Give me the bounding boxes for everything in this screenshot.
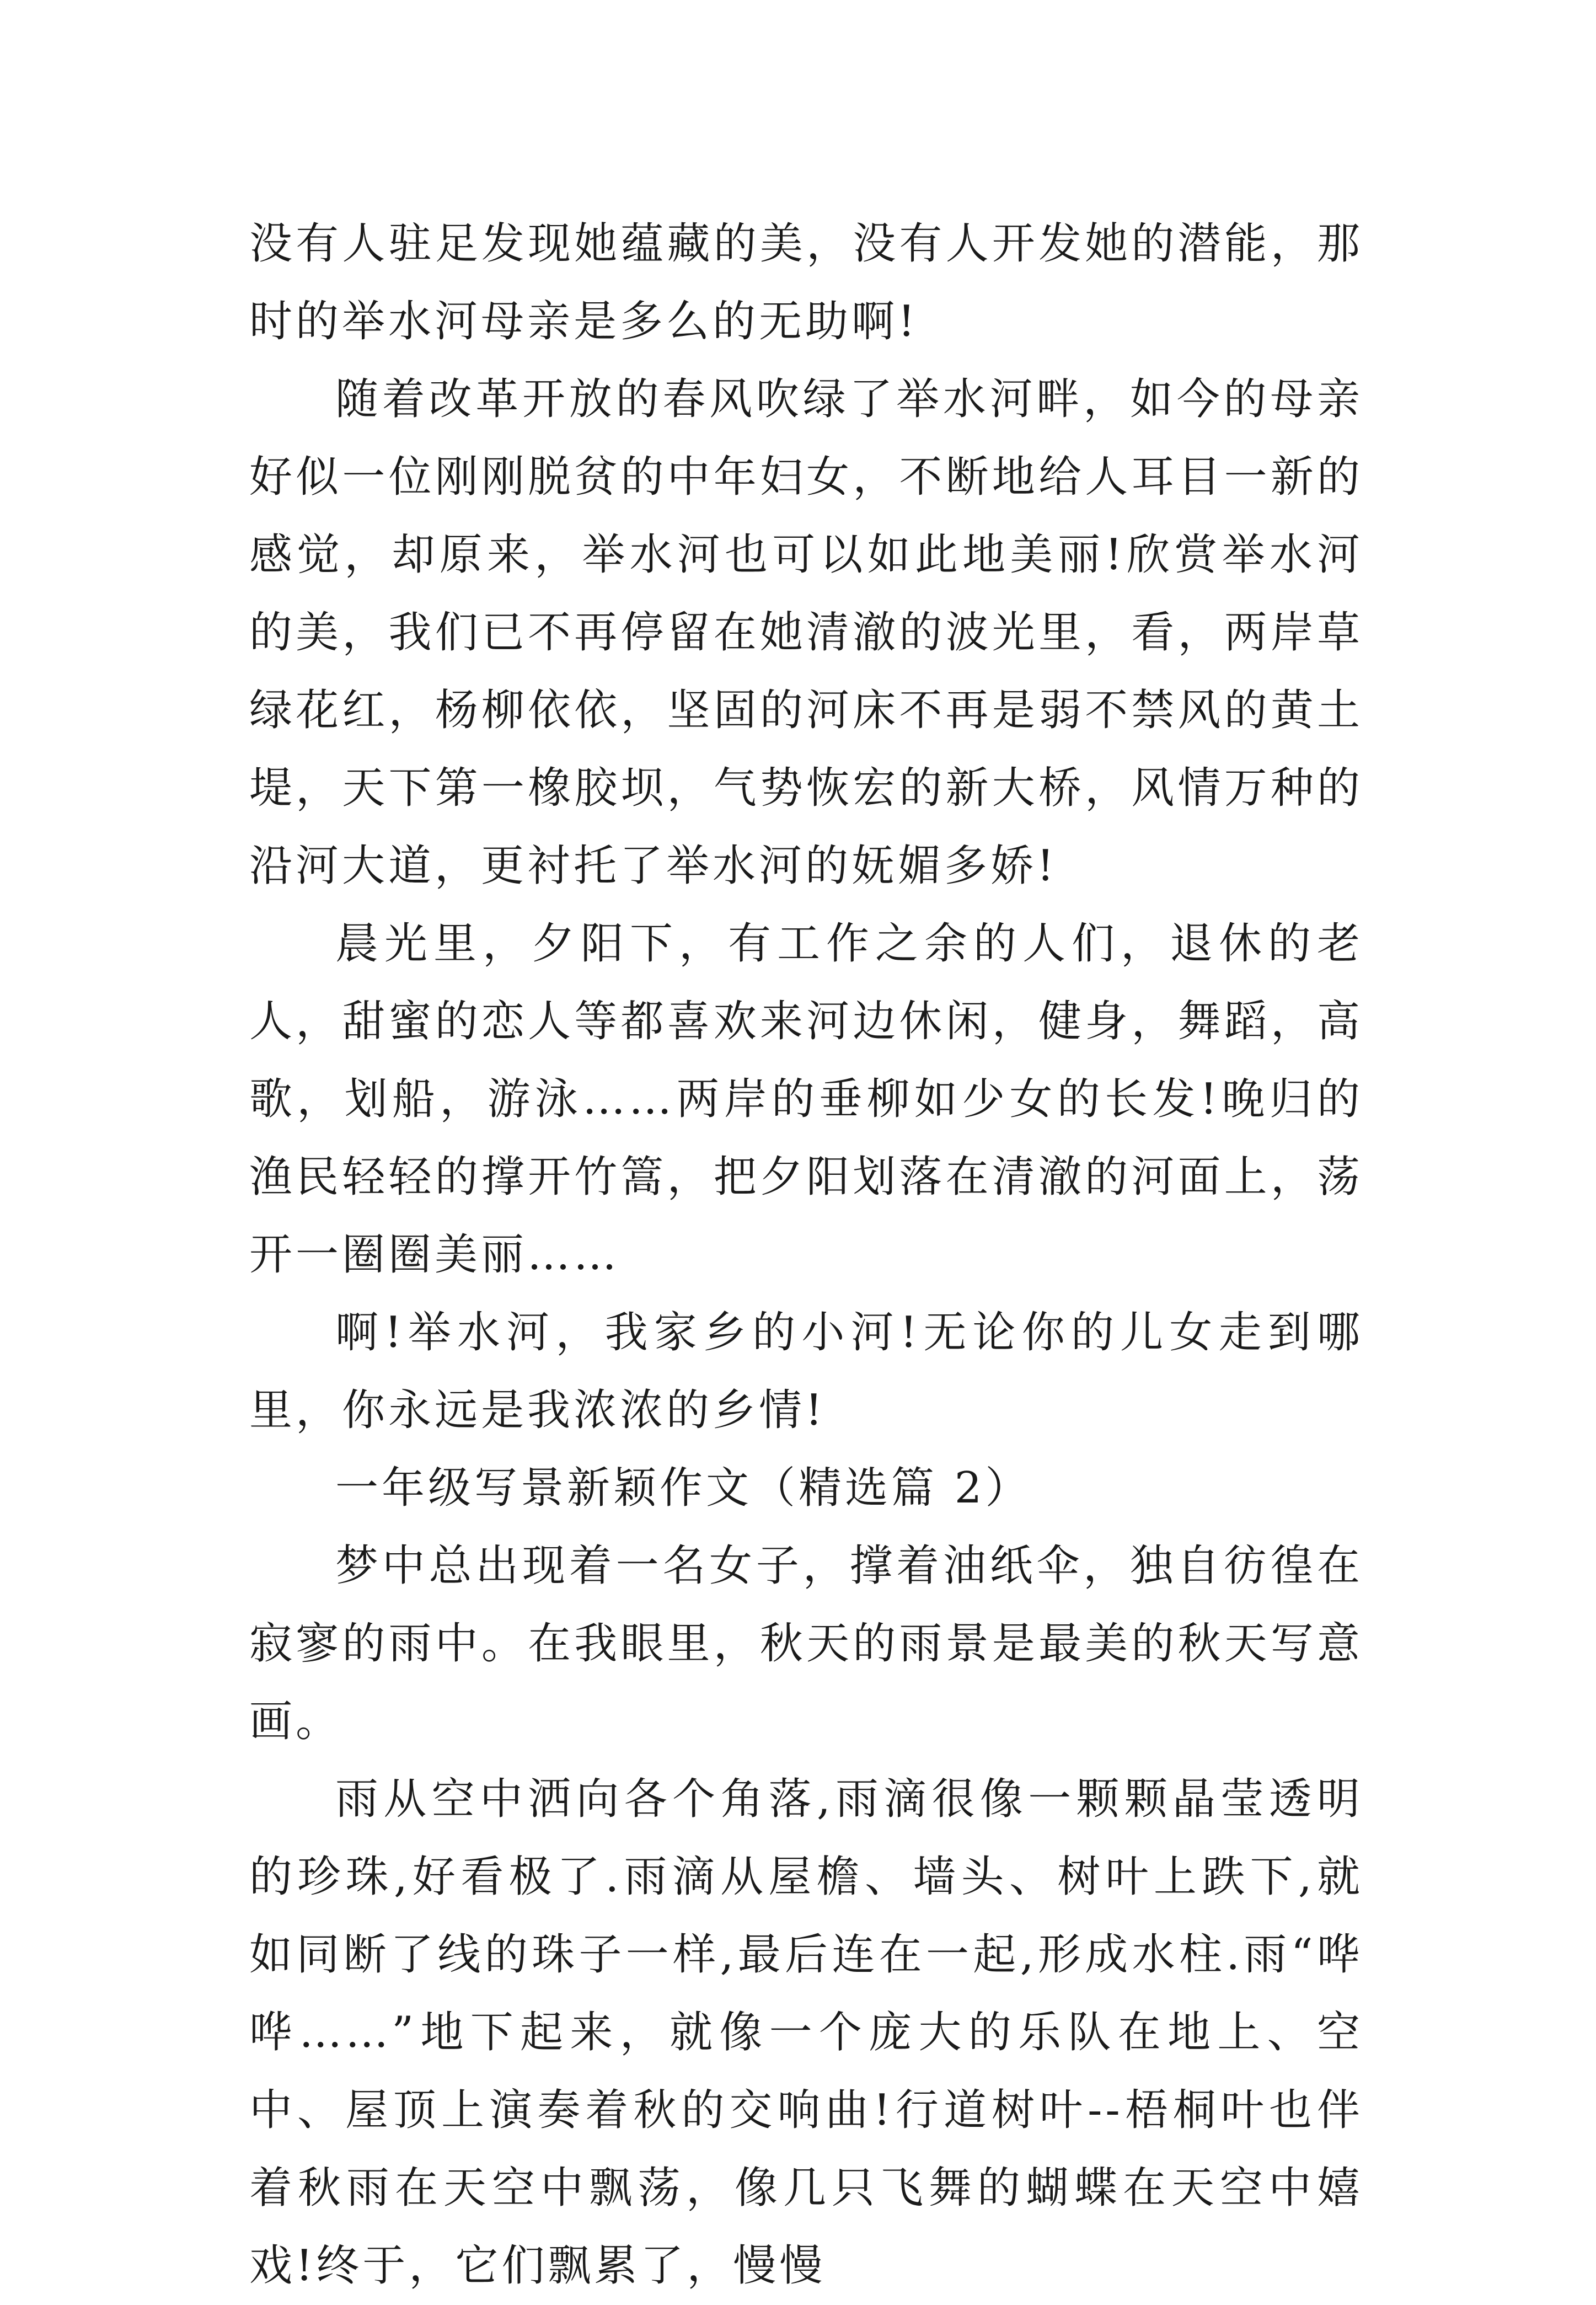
paragraph-6: 雨从空中洒向各个角落,雨滴很像一颗颗晶莹透明的珍珠,好看极了.雨滴从屋檐、墙头、树叶上跌下,就如同断了线的珠子一样,最后连在一起,形成水柱.雨“哗哗……”地下起来，就像一个庞大的乐队在地上、空中、屋顶上演奏着秋的交响曲!行道树叶--梧桐叶也伴着秋雨在天空中飘荡，像几只飞舞的蝴蝶在天空中嬉戏!终于，它们飘累了，慢慢 [249,1774,1363,2291]
paragraph-1: 没有人驻足发现她蕴藏的美，没有人开发她的潜能，那时的举水河母亲是多么的无助啊! [249,219,1363,346]
paragraph-4: 啊!举水河，我家乡的小河!无论你的儿女走到哪里，你永远是我浓浓的乡情! [249,1308,1363,1435]
paragraph-3: 晨光里，夕阳下，有工作之余的人们，退休的老人，甜蜜的恋人等都喜欢来河边休闲，健身，舞蹈，高歌，划船，游泳……两岸的垂柳如少女的长发!晚归的渔民轻轻的撑开竹篙，把夕阳划落在清澈的河面上，荡开一圈圈美丽…… [249,919,1363,1280]
paragraph-5: 梦中总出现着一名女子，撑着油纸伞，独自彷徨在寂寥的雨中。在我眼里，秋天的雨景是最美的秋天写意画。 [249,1541,1363,1746]
paragraph-2: 随着改革开放的春风吹绿了举水河畔，如今的母亲好似一位刚刚脱贫的中年妇女，不断地给人耳目一新的感觉，却原来，举水河也可以如此地美丽!欣赏举水河的美，我们已不再停留在她清澈的波光里，看，两岸草绿花红，杨柳依依，坚固的河床不再是弱不禁风的黄土堤，天下第一橡胶坝，气势恢宏的新大桥，风情万种的沿河大道，更衬托了举水河的妩媚多娇! [249,375,1363,891]
section-heading: 一年级写景新颖作文（精选篇 2） [335,1463,1032,1513]
body-text [249,205,1363,2305]
